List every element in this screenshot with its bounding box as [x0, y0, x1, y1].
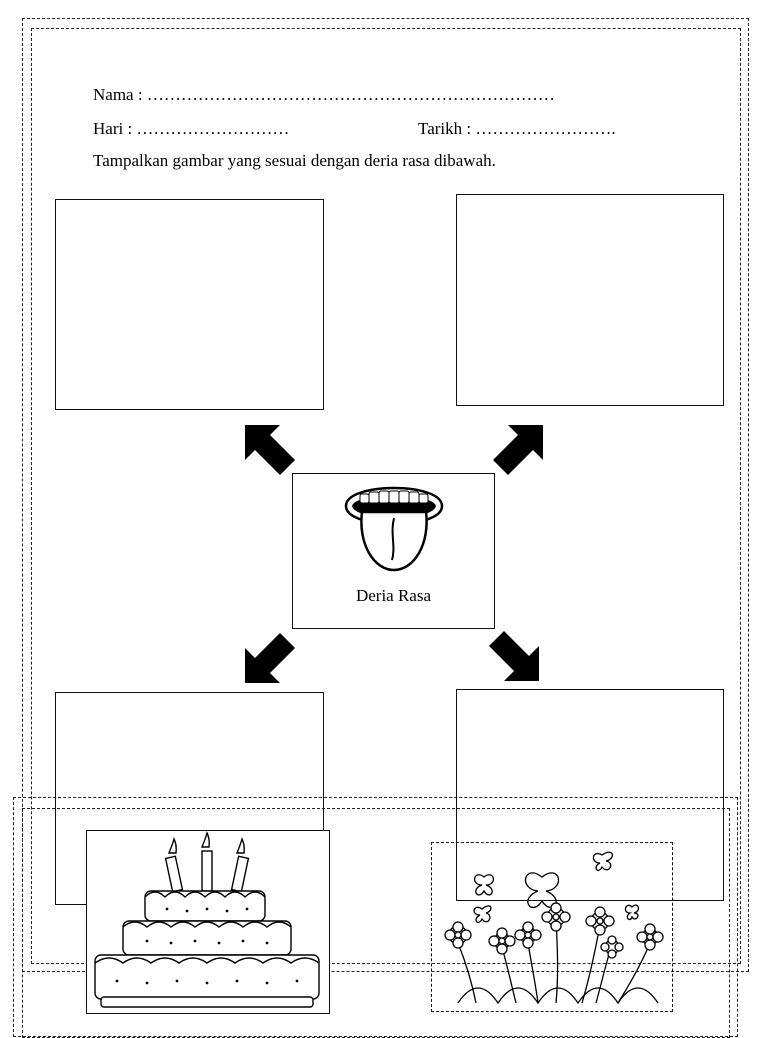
date-field-line: Tarikh : …………………….	[418, 119, 616, 138]
instruction-text: Tampalkan gambar yang sesuai dengan deria rasa dibawah.	[93, 151, 496, 170]
answer-box-top-right	[456, 194, 724, 406]
mouth-tongue-icon	[338, 474, 450, 574]
birthday-cake-icon	[87, 831, 329, 1013]
flowers-butterflies-icon	[432, 843, 672, 1011]
cake-cutout	[86, 830, 330, 1014]
day-field-line: Hari : ………………………	[93, 119, 290, 138]
arrow-down-right-icon	[484, 626, 544, 686]
arrow-down-left-icon	[240, 628, 300, 688]
name-field-line: Nama : ………………………………………………………………	[93, 85, 555, 104]
arrow-up-left-icon	[240, 420, 300, 480]
answer-box-top-left	[55, 199, 324, 410]
arrow-up-right-icon	[488, 420, 548, 480]
flowers-cutout	[431, 842, 673, 1012]
center-label: Deria Rasa	[355, 586, 432, 605]
center-box	[292, 473, 495, 629]
